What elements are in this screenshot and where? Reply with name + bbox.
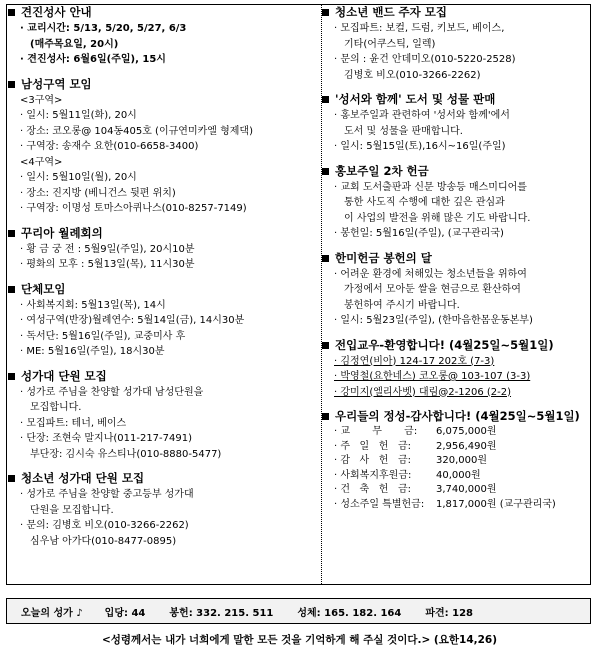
notice-line: · 성가로 주님을 찬양할 중고등부 성가대 — [20, 489, 194, 500]
section-heading — [322, 91, 580, 108]
notice-line: · 모집파트: 테너, 베이스 — [20, 417, 127, 429]
section-heading — [8, 225, 308, 242]
notice-line: 모집합니다. — [30, 402, 82, 413]
notice-line: (매주목요일, 20시) — [30, 38, 119, 50]
notice-line: · 구역장: 이명성 토마스아퀴나스(010-8257-7149) — [20, 203, 247, 214]
notice-line: · 장소: 진지방 (베니건스 뒷편 위치) — [20, 187, 176, 199]
notice-line: · 일시: 5월23일(주일), (한마음한몸운동본부) — [334, 315, 533, 326]
section-title: 단체모임 — [21, 281, 66, 296]
notice-line: · 문의: 김병호 비오(010-3266-2262) — [20, 520, 189, 531]
bullet-square-icon — [8, 81, 15, 88]
notice-section — [8, 76, 308, 217]
section-heading — [8, 4, 308, 21]
donation-label: · 성소주일 특별헌금: — [334, 498, 425, 510]
donation-amount: 6,075,000원 — [436, 426, 497, 437]
section-title: 성가대 단원 모집 — [21, 368, 107, 383]
bullet-square-icon — [322, 168, 329, 175]
left-column — [8, 4, 308, 557]
notice-line: <3구역> — [20, 94, 63, 106]
notice-line: · 문의 : 윤건 안데미오(010-5220-2528) — [334, 54, 516, 65]
bullet-square-icon — [8, 475, 15, 482]
hymn-offertory: 봉헌: 332. 215. 511 — [169, 607, 274, 619]
section-title: 견진성사 안내 — [21, 5, 92, 19]
notice-line: · 홍보주일과 관련하여 '성서와 함께'에서 — [334, 110, 510, 121]
section-title: 전입교우-환영합니다! (4월25일~5월1일) — [335, 337, 554, 352]
section-title: '성서와 함께' 도서 및 성물 판매 — [335, 92, 496, 106]
section-heading — [322, 408, 580, 425]
section-title: 청소년 성가대 단원 모집 — [21, 471, 145, 485]
notice-line: · 일시: 5월11일(화), 20시 — [20, 110, 137, 121]
notice-section — [322, 163, 580, 242]
section-heading — [8, 76, 308, 93]
notice-line: 이 사업의 발전을 위해 많은 기도 바랍니다. — [344, 212, 531, 224]
notice-line: · 장소: 코오롱@ 104동405호 (이규연미카엘 형제댁) — [20, 125, 253, 137]
notice-line: 심우남 아가다(010-8477-0895) — [30, 535, 177, 547]
notice-line: 부단장: 김시숙 유스티나(010-8880-5477) — [30, 448, 222, 460]
notice-line: · 봉헌일: 5월16일(주일), (교구관리국) — [334, 228, 504, 239]
donation-row — [322, 454, 580, 469]
notice-line: 가정에서 모아둔 쌀을 현금으로 환산하여 — [344, 284, 521, 295]
notice-section — [8, 4, 308, 68]
notice-line: · 평화의 모후 : 5월13일(목), 11시30분 — [20, 259, 195, 270]
notice-line: · 단장: 조현숙 말지나(011-217-7491) — [20, 433, 193, 444]
notice-line: · 모집파트: 보컬, 드럼, 키보드, 베이스, — [334, 23, 505, 34]
bullet-square-icon — [322, 413, 329, 420]
notice-line: · 독서단: 5월16일(주일), 교중미사 후 — [20, 330, 186, 342]
hymn-entrance: 입당: 44 — [104, 607, 146, 619]
section-heading — [8, 470, 308, 487]
donation-amount: 2,956,490원 — [436, 440, 497, 452]
donation-amount: 3,740,000원 — [436, 484, 497, 495]
donation-row — [322, 440, 580, 455]
notice-line: · 여성구역(반장)월례연수: 5월14일(금), 14시30분 — [20, 315, 245, 326]
bullet-square-icon — [322, 342, 329, 349]
donation-label: · 건 축 헌 금: — [334, 484, 411, 495]
notice-section — [8, 470, 308, 549]
donation-amount: 40,000원 — [436, 469, 481, 481]
donation-label: · 주 일 헌 금: — [334, 440, 411, 452]
notice-line: · 박영철(요한네스) 코오롱@ 103-107 (3-3) — [334, 371, 531, 382]
hymn-band — [6, 598, 591, 624]
donation-row — [322, 469, 580, 484]
notice-line: · 어려운 환경에 처해있는 청소년들을 위하여 — [334, 268, 527, 280]
donation-row — [322, 483, 580, 498]
donation-amount: 320,000원 — [436, 455, 488, 466]
notice-line: 김병호 비오(010-3266-2262) — [344, 69, 481, 81]
notice-section — [8, 225, 308, 273]
donation-label: · 교 무 금: — [334, 426, 418, 437]
hymn-communion: 성체: 165. 182. 164 — [297, 607, 402, 619]
notice-section — [322, 408, 580, 512]
notice-line: · 구역장: 송재수 요한(010-6658-3400) — [20, 141, 199, 152]
section-heading — [322, 163, 580, 180]
notice-line: 도서 및 성물을 판매합니다. — [344, 125, 463, 137]
notice-line: · 견진성사: 6월6일(주일), 15시 — [20, 54, 166, 65]
hymn-recessional: 파견: 128 — [425, 607, 474, 619]
section-title: 꾸리아 월례회의 — [21, 225, 103, 240]
notice-line: · ME: 5월16일(주일), 18시30분 — [20, 346, 165, 357]
notice-section — [322, 250, 580, 329]
notice-section — [8, 368, 308, 463]
bullet-square-icon — [322, 9, 329, 16]
donation-amount: 1,817,000원 (교구관리국) — [436, 498, 556, 510]
notice-line: · 성가로 주님을 찬양할 성가대 남성단원을 — [20, 386, 204, 398]
hymn-label: 오늘의 성가 ♪ — [21, 607, 83, 619]
bullet-square-icon — [8, 373, 15, 380]
notice-line: · 일시: 5월10일(월), 20시 — [20, 172, 137, 183]
section-title: 남성구역 모임 — [21, 76, 92, 91]
notice-line: · 교회 도서출판과 신문 방송등 매스미디어를 — [334, 181, 527, 193]
bullet-square-icon — [322, 255, 329, 262]
notice-section — [322, 91, 580, 155]
bullet-square-icon — [8, 286, 15, 293]
notice-line: <4구역> — [20, 156, 63, 168]
notice-line: · 강미지(엘리사벳) 대림@2-1206 (2-2) — [334, 386, 512, 398]
section-heading — [8, 368, 308, 385]
notice-line: 단원을 모집합니다. — [30, 504, 114, 516]
section-heading — [322, 337, 580, 354]
notice-line: · 교리시간: 5/13, 5/20, 5/27, 6/3 — [20, 23, 187, 34]
right-column — [322, 4, 580, 520]
notice-line: · 사회복지회: 5월13일(목), 14시 — [20, 299, 166, 311]
bullet-square-icon — [322, 96, 329, 103]
notice-section — [8, 281, 308, 360]
notice-line: · 김정연(비아) 124-17 202호 (7-3) — [334, 355, 495, 367]
section-title: 홍보주일 2차 헌금 — [335, 163, 429, 178]
notice-section — [322, 4, 580, 83]
notice-section — [322, 337, 580, 401]
donation-row — [322, 498, 580, 513]
section-heading — [8, 281, 308, 298]
notice-line: 봉헌하여 주시기 바랍니다. — [344, 299, 460, 311]
section-title: 우리들의 정성-감사합니다! (4월25일~5월1일) — [335, 409, 580, 423]
section-title: 청소년 밴드 주자 모집 — [335, 5, 447, 19]
section-title: 한미헌금 봉헌의 달 — [335, 250, 432, 265]
donation-row — [322, 425, 580, 440]
notice-line: · 일시: 5월15일(토),16시~16일(주일) — [334, 141, 506, 152]
donation-label: · 감 사 헌 금: — [334, 455, 411, 466]
bullet-square-icon — [8, 9, 15, 16]
section-heading — [322, 4, 580, 21]
section-heading — [322, 250, 580, 267]
notice-line: 기타(어쿠스틱, 일렉) — [344, 38, 436, 50]
donation-label: · 사회복지후원금: — [334, 469, 412, 481]
bullet-square-icon — [8, 230, 15, 237]
notice-line: · 황 금 궁 전 : 5월9일(주일), 20시10분 — [20, 243, 195, 255]
scripture-quote: <성령께서는 내가 너희에게 말한 모든 것을 기억하게 해 주실 것이다.> (요한14,26) — [101, 634, 498, 646]
notice-line: 통한 사도직 수행에 대한 깊은 관심과 — [344, 197, 505, 208]
